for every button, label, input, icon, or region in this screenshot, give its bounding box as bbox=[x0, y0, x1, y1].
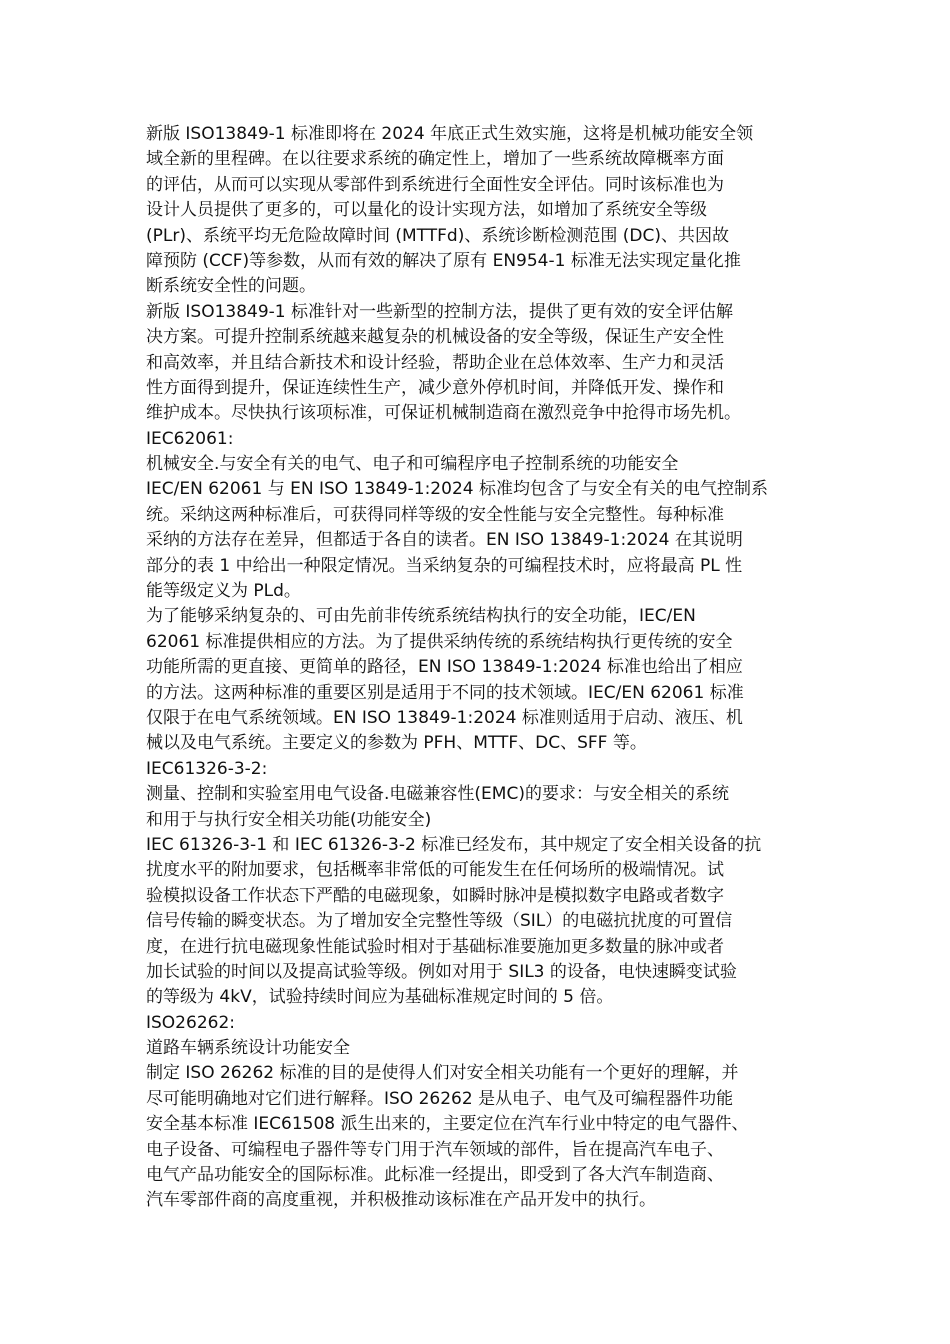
text-line: 功能所需的更直接、更简单的路径，EN ISO 13849-1:2024 标准也给出了相应 bbox=[146, 657, 743, 678]
text-line: 域全新的里程碑。在以往要求系统的确定性上，增加了一些系统故障概率方面 bbox=[146, 149, 724, 170]
text-line: ISO26262: bbox=[146, 1012, 235, 1033]
text-line: 障预防 (CCF)等参数，从而有效的解决了原有 EN954-1 标准无法实现定量化推 bbox=[146, 250, 741, 271]
text-line: 的等级为 4kV，试验持续时间应为基础标准规定时间的 5 倍。 bbox=[146, 987, 614, 1008]
text-line: 仅限于在电气系统领域。EN ISO 13849-1:2024 标准则适用于启动、液压、机 bbox=[146, 707, 743, 728]
text-line: 加长试验的时间以及提高试验等级。例如对用于 SIL3 的设备，电快速瞬变试验 bbox=[146, 961, 737, 982]
text-line: 采纳的方法存在差异，但都适于各自的读者。EN ISO 13849-1:2024 在其说明 bbox=[146, 530, 743, 551]
text-line: 设计人员提供了更多的，可以量化的设计实现方法，如增加了系统安全等级 bbox=[146, 200, 707, 221]
document-body bbox=[146, 122, 806, 1214]
text-line: 性方面得到提升，保证连续性生产，减少意外停机时间，并降低开发、操作和 bbox=[146, 377, 724, 398]
text-line: 的评估，从而可以实现从零部件到系统进行全面性安全评估。同时该标准也为 bbox=[146, 174, 724, 195]
text-line: IEC62061: bbox=[146, 428, 234, 449]
text-line: 扰度水平的附加要求，包括概率非常低的可能发生在任何场所的极端情况。试 bbox=[146, 860, 724, 881]
text-line: IEC/EN 62061 与 EN ISO 13849-1:2024 标准均包含了与安全有关的电气控制系 bbox=[146, 479, 768, 500]
text-line: 统。采纳这两种标准后，可获得同样等级的安全性能与安全完整性。每种标准 bbox=[146, 504, 724, 525]
text-line: IEC 61326-3-1 和 IEC 61326-3-2 标准已经发布，其中规定了安全相关设备的抗 bbox=[146, 834, 762, 855]
text-line: 信号传输的瞬变状态。为了增加安全完整性等级（SIL）的电磁抗扰度的可置信 bbox=[146, 911, 733, 932]
text-line: 和高效率，并且结合新技术和设计经验，帮助企业在总体效率、生产力和灵活 bbox=[146, 352, 724, 373]
text-line: 的方法。这两种标准的重要区别是适用于不同的技术领域。IEC/EN 62061 标准 bbox=[146, 682, 744, 703]
text-line: 度，在进行抗电磁现象性能试验时相对于基础标准要施加更多数量的脉冲或者 bbox=[146, 936, 724, 957]
text-line: 部分的表 1 中给出一种限定情况。当采纳复杂的可编程技术时，应将最高 PL 性 bbox=[146, 555, 743, 576]
text-line: 为了能够采纳复杂的、可由先前非传统系统结构执行的安全功能，IEC/EN bbox=[146, 606, 696, 627]
text-line: 安全基本标准 IEC61508 派生出来的，主要定位在汽车行业中特定的电气器件、 bbox=[146, 1114, 749, 1135]
text-line: 汽车零部件商的高度重视，并积极推动该标准在产品开发中的执行。 bbox=[146, 1190, 656, 1211]
text-line: 验模拟设备工作状态下严酷的电磁现象，如瞬时脉冲是模拟数字电路或者数字 bbox=[146, 885, 724, 906]
text-line: 62061 标准提供相应的方法。为了提供采纳传统的系统结构执行更传统的安全 bbox=[146, 631, 733, 652]
text-line: 械以及电气系统。主要定义的参数为 PFH、MTTF、DC、SFF 等。 bbox=[146, 733, 647, 754]
text-line: 机械安全.与安全有关的电气、电子和可编程序电子控制系统的功能安全 bbox=[146, 454, 679, 475]
text-line: 电气产品功能安全的国际标准。此标准一经提出，即受到了各大汽车制造商、 bbox=[146, 1165, 724, 1186]
text-line: 新版 ISO13849-1 标准针对一些新型的控制方法，提供了更有效的安全评估解 bbox=[146, 301, 734, 322]
text-line: 道路车辆系统设计功能安全 bbox=[146, 1038, 350, 1059]
text-line: 尽可能明确地对它们进行解释。ISO 26262 是从电子、电气及可编程器件功能 bbox=[146, 1088, 734, 1109]
text-line: 电子设备、可编程电子器件等专门用于汽车领域的部件，旨在提高汽车电子、 bbox=[146, 1139, 724, 1160]
text-line: 测量、控制和实验室用电气设备.电磁兼容性(EMC)的要求：与安全相关的系统 bbox=[146, 784, 729, 805]
text-line: 制定 ISO 26262 标准的目的是使得人们对安全相关功能有一个更好的理解，并 bbox=[146, 1063, 739, 1084]
text-line: 维护成本。尽快执行该项标准，可保证机械制造商在激烈竞争中抢得市场先机。 bbox=[146, 403, 741, 424]
text-line: 能等级定义为 PLd。 bbox=[146, 581, 301, 602]
text-line: (PLr)、系统平均无危险故障时间 (MTTFd)、系统诊断检测范围 (DC)、共因故 bbox=[146, 225, 729, 246]
text-line: 和用于与执行安全相关功能(功能安全) bbox=[146, 809, 432, 830]
text-line: 断系统安全性的问题。 bbox=[146, 276, 316, 297]
text-line: IEC61326-3-2: bbox=[146, 758, 268, 779]
text-line: 决方案。可提升控制系统越来越复杂的机械设备的安全等级，保证生产安全性 bbox=[146, 327, 724, 348]
text-line: 新版 ISO13849-1 标准即将在 2024 年底正式生效实施，这将是机械功能安全领 bbox=[146, 124, 754, 144]
